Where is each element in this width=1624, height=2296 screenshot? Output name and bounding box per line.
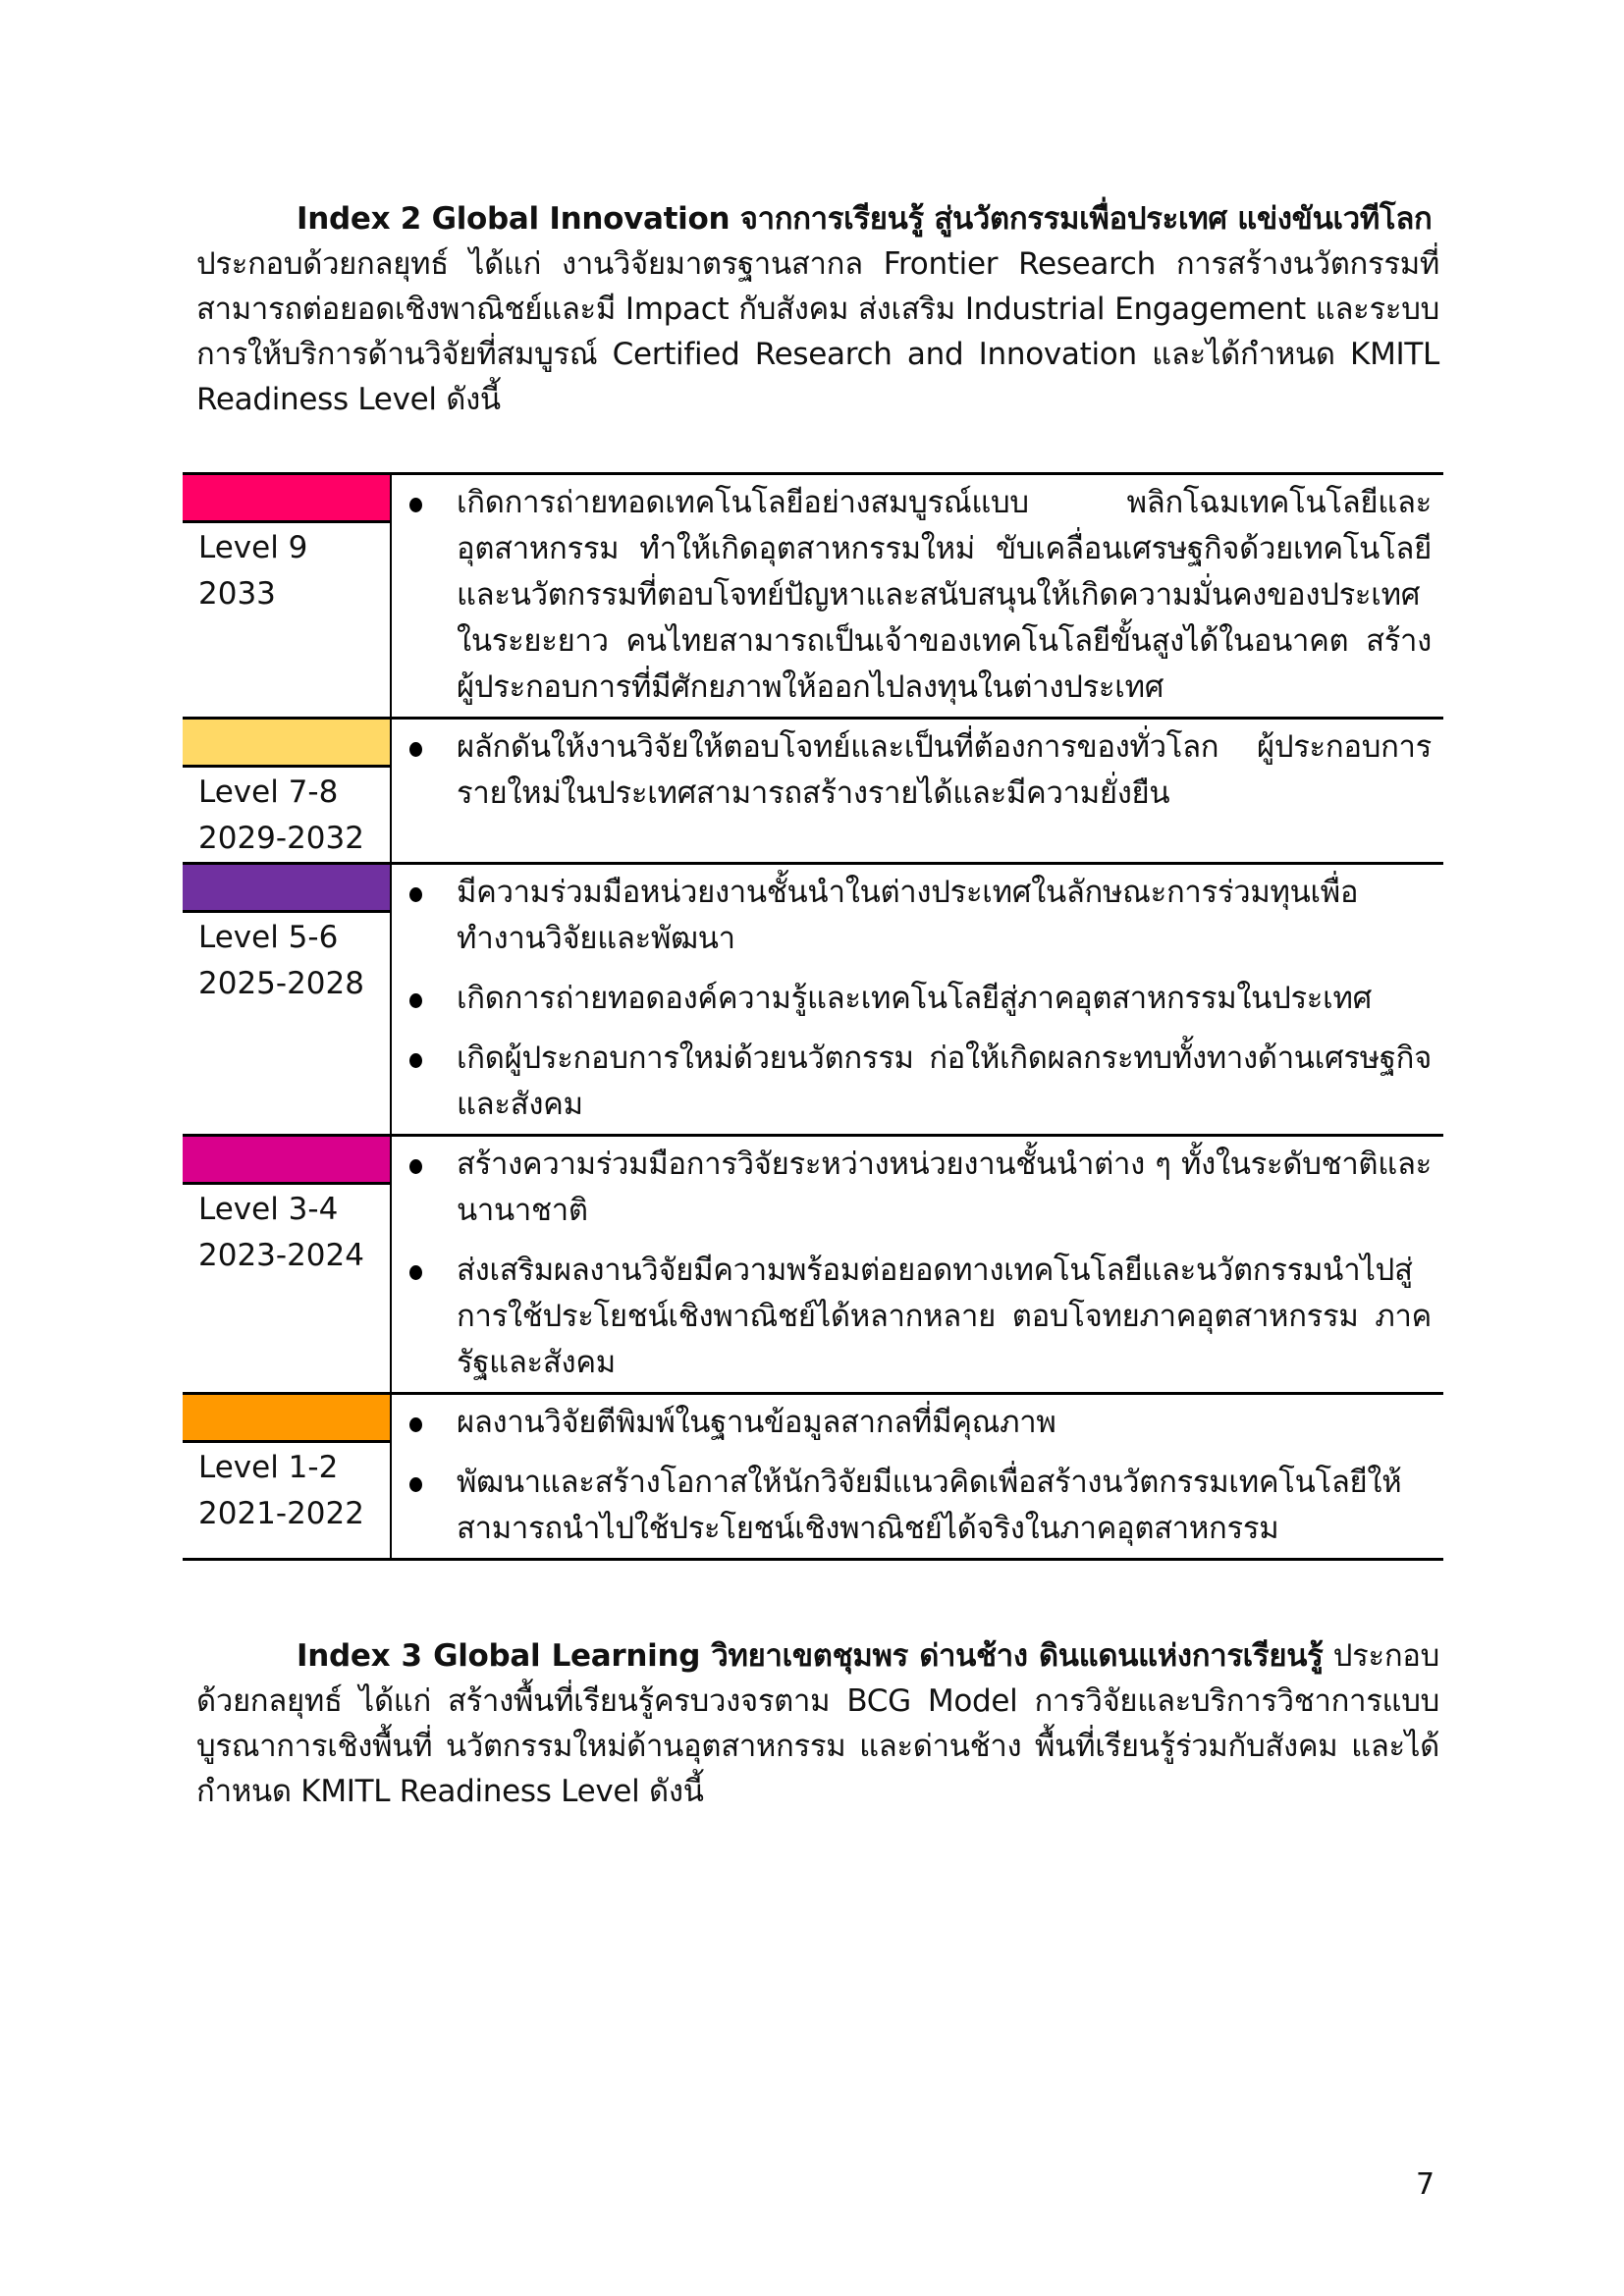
level-label	[183, 913, 390, 1007]
bullet-icon	[406, 480, 457, 711]
bullet-icon	[406, 724, 457, 817]
level-name: Level 3-4	[198, 1192, 339, 1227]
list-item	[406, 480, 1432, 711]
page-number: 7	[1416, 2167, 1435, 2202]
level-cell	[183, 865, 392, 1134]
level-years: 2023-2024	[198, 1238, 364, 1273]
level-color-swatch	[183, 865, 390, 913]
level-name: Level 7-8	[198, 774, 339, 810]
table-row-level-7-8	[183, 720, 1443, 865]
list-item	[406, 724, 1432, 817]
level-cell	[183, 475, 392, 717]
level-years: 2025-2028	[198, 966, 364, 1001]
bullet-icon	[406, 976, 457, 1022]
level-cell	[183, 1395, 392, 1558]
level-description-cell	[392, 475, 1443, 717]
level-name: Level 1-2	[198, 1450, 339, 1485]
table-row-level-1-2	[183, 1395, 1443, 1561]
bullet-text: สร้างความร่วมมือการวิจัยระหว่างหน่วยงานชั้นนำต่าง ๆ ทั้งในระดับชาติและนานาชาติ	[457, 1147, 1432, 1228]
level-cell	[183, 720, 392, 862]
level-color-swatch	[183, 720, 390, 768]
bullet-text: มีความร่วมมือหน่วยงานชั้นนำในต่างประเทศในลักษณะการร่วมทุนเพื่อทำงานวิจัยและพัฒนา	[457, 875, 1359, 956]
table-row-level-3-4	[183, 1137, 1443, 1395]
bullet-icon	[406, 1036, 457, 1128]
level-color-swatch	[183, 1137, 390, 1185]
bullet-icon	[406, 1400, 457, 1446]
bullet-icon	[406, 1460, 457, 1552]
bullet-text: ผลงานวิจัยตีพิมพ์ในฐานข้อมูลสากลที่มีคุณภาพ	[457, 1405, 1056, 1440]
bullet-icon	[406, 1248, 457, 1386]
level-years: 2021-2022	[198, 1496, 364, 1531]
level-name: Level 9	[198, 530, 308, 565]
table-row-level-5-6	[183, 865, 1443, 1137]
level-label	[183, 1443, 390, 1537]
index2-heading: Index 2 Global Innovation จากการเรียนรู้ สู่นวัตกรรมเพื่อประเทศ แข่งขันเวทีโลก	[297, 201, 1433, 237]
level-description-cell	[392, 1395, 1443, 1558]
list-item	[406, 1142, 1432, 1234]
level-description-cell	[392, 865, 1443, 1134]
level-label	[183, 523, 390, 617]
level-cell	[183, 1137, 392, 1392]
list-item	[406, 1248, 1432, 1386]
readiness-level-table	[183, 472, 1443, 1561]
level-description-cell	[392, 1137, 1443, 1392]
bullet-text: พัฒนาและสร้างโอกาสให้นักวิจัยมีแนวคิดเพื่อสร้างนวัตกรรมเทคโนโลยีให้สามารถนำไปใช้ประโยชน์เชิงพาณิชย์ได้จริงในภาคอุตสาหกรรม	[457, 1465, 1402, 1546]
level-years: 2029-2032	[198, 821, 364, 856]
bullet-text: ส่งเสริมผลงานวิจัยมีความพร้อมต่อยอดทางเทคโนโลยีและนวัตกรรมนำไปสู่การใช้ประโยชน์เชิงพาณิชย์ได้หลากหลาย ตอบโจทยภาคอุตสาหกรรม ภาครัฐและสังคม	[457, 1253, 1432, 1380]
bullet-text: เกิดผู้ประกอบการใหม่ด้วยนวัตกรรม ก่อให้เกิดผลกระทบทั้งทางด้านเศรษฐกิจและสังคม	[457, 1041, 1432, 1122]
index2-paragraph	[196, 196, 1439, 422]
list-item	[406, 1460, 1432, 1552]
list-item	[406, 1036, 1432, 1128]
level-color-swatch	[183, 475, 390, 523]
table-row-level-9	[183, 475, 1443, 720]
list-item	[406, 870, 1432, 962]
index3-heading: Index 3 Global Learning วิทยาเขตชุมพร ด่านช้าง ดินแดนแห่งการเรียนรู้	[297, 1638, 1324, 1674]
bullet-text: เกิดการถ่ายทอดเทคโนโลยีอย่างสมบูรณ์แบบ พลิกโฉมเทคโนโลยีและอุตสาหกรรม ทำให้เกิดอุตสาหกรรมใหม่ ขับเคลื่อนเศรษฐกิจด้วยเทคโนโลยีและนวัตกรรมที่ตอบโจทย์ปัญหาและสนับสนุนให้เกิดความมั่นคงของประเทศในระยะยาว คนไทยสามารถเป็นเจ้าของเทคโนโลยีขั้นสูงได้ในอนาคต สร้างผู้ประกอบการที่มีศักยภาพให้ออกไปลงทุนในต่างประเทศ	[457, 485, 1432, 705]
level-label	[183, 1185, 390, 1279]
level-name: Level 5-6	[198, 920, 339, 955]
level-color-swatch	[183, 1395, 390, 1443]
index3-paragraph	[196, 1633, 1439, 1814]
level-description-cell	[392, 720, 1443, 862]
level-years: 2033	[198, 576, 276, 612]
index2-body: ประกอบด้วยกลยุทธ์ ได้แก่ งานวิจัยมาตรฐานสากล Frontier Research การสร้างนวัตกรรมที่สามารถต่อยอดเชิงพาณิชย์และมี Impact กับสังคม ส่งเสริม Industrial Engagement และระบบการให้บริการด้านวิจัยที่สมบูรณ์ Certified Research and Innovation และได้กำหนด KMITL Readiness Level ดังนี้	[196, 246, 1439, 417]
level-label	[183, 768, 390, 862]
bullet-text: ผลักดันให้งานวิจัยให้ตอบโจทย์และเป็นที่ต้องการของทั่วโลก ผู้ประกอบการรายใหม่ในประเทศสามารถสร้างรายได้และมีความยั่งยืน	[457, 729, 1432, 811]
list-item	[406, 1400, 1432, 1446]
bullet-text: เกิดการถ่ายทอดองค์ความรู้และเทคโนโลยีสู่ภาคอุตสาหกรรมในประเทศ	[457, 981, 1372, 1016]
bullet-icon	[406, 1142, 457, 1234]
bullet-icon	[406, 870, 457, 962]
list-item	[406, 976, 1432, 1022]
index3-body: ประกอบด้วยกลยุทธ์ ได้แก่ สร้างพื้นที่เรียนรู้ครบวงจรตาม BCG Model การวิจัยและบริการวิชาการแบบบูรณาการเชิงพื้นที่ นวัตกรรมใหม่ด้านอุตสาหกรรม และด่านช้าง พื้นที่เรียนรู้ร่วมกับสังคม และได้กำหนด KMITL Readiness Level ดังนี้	[196, 1638, 1439, 1809]
